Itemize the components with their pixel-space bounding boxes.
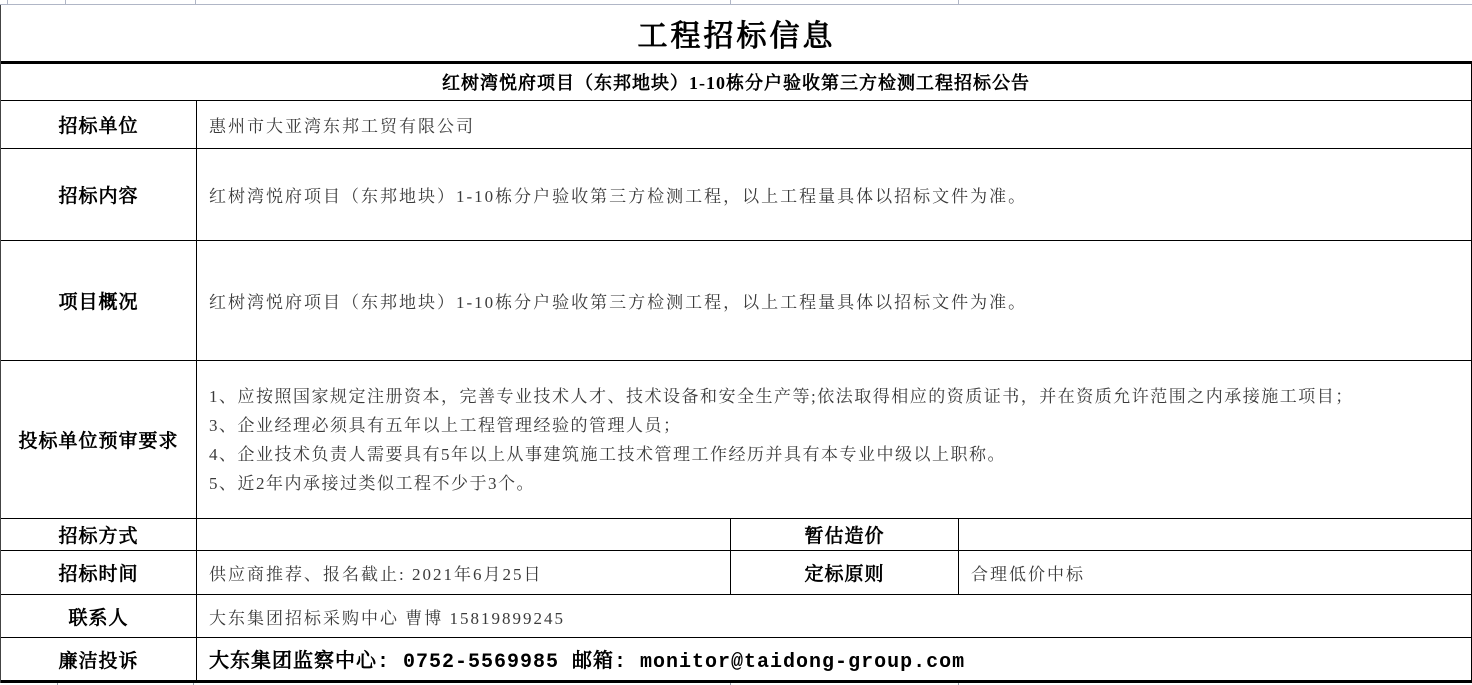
project-overview-value: 红树湾悦府项目（东邦地块）1-10栋分户验收第三方检测工程，以上工程量具体以招标文件为准。 [209,293,1028,312]
announcement-subtitle: 红树湾悦府项目（东邦地块）1-10栋分户验收第三方检测工程招标公告 [1,64,1471,101]
prequalification-line-2: 3、企业经理必须具有五年以上工程管理经验的管理人员； [209,415,682,435]
gridline-stub [7,0,8,4]
contact-value: 大东集团招标采购中心 曹博 15819899245 [209,608,565,628]
prequalification-value [197,361,1471,518]
tender-time-label: 招标时间 [1,551,197,594]
integrity-complaint-label: 廉洁投诉 [1,638,197,680]
award-principle-value: 合理低价中标 [971,565,1085,584]
tender-content-value: 红树湾悦府项目（东邦地块）1-10栋分户验收第三方检测工程，以上工程量具体以招标文件为准。 [209,187,1028,206]
row-tender-method [1,519,1471,551]
tender-method-label: 招标方式 [1,519,197,550]
gridline-stub [65,0,66,4]
estimated-cost-value [959,519,1471,550]
table-body [1,64,1472,680]
prequalification-label: 投标单位预审要求 [1,361,197,518]
tender-time-value: 供应商推荐、报名截止: 2021年6月25日 [197,551,731,594]
prequalification-line-3: 4、企业技术负责人需要具有5年以上从事建筑施工技术管理工作经历并具有本专业中级以上职称。 [209,444,1006,464]
gridline-stub [730,0,731,4]
tender-content-label: 招标内容 [1,149,197,240]
tender-unit-value: 惠州市大亚湾东邦工贸有限公司 [209,117,475,136]
page-title: 工程招标信息 [637,20,836,53]
row-project-overview [1,241,1471,361]
row-tender-time [1,551,1471,595]
row-prequalification [1,361,1471,519]
row-integrity-complaint [1,638,1471,680]
tender-info-table [0,5,1472,683]
row-contact [1,595,1471,638]
row-tender-unit [1,101,1471,149]
award-principle-label: 定标原则 [731,551,959,594]
integrity-complaint-value: 大东集团监察中心: 0752-5569985 邮箱: monitor@taidong-group.com [209,651,966,674]
project-overview-label: 项目概况 [1,241,197,360]
gridline-stub [958,0,959,4]
row-tender-content [1,149,1471,241]
prequalification-line-1: 1、应按照国家规定注册资本，完善专业技术人才、技术设备和安全生产等;依法取得相应的资质证书，并在资质允许范围之内承接施工项目； [209,386,1354,406]
estimated-cost-label: 暂估造价 [731,519,959,550]
gridline-stub [195,0,196,4]
contact-label: 联系人 [1,595,197,637]
prequalification-line-4: 5、近2年内承接过类似工程不少于3个。 [209,473,535,493]
tender-unit-label: 招标单位 [1,101,197,148]
spreadsheet-gridline-strip-top [0,0,1472,5]
tender-method-value [197,519,731,550]
